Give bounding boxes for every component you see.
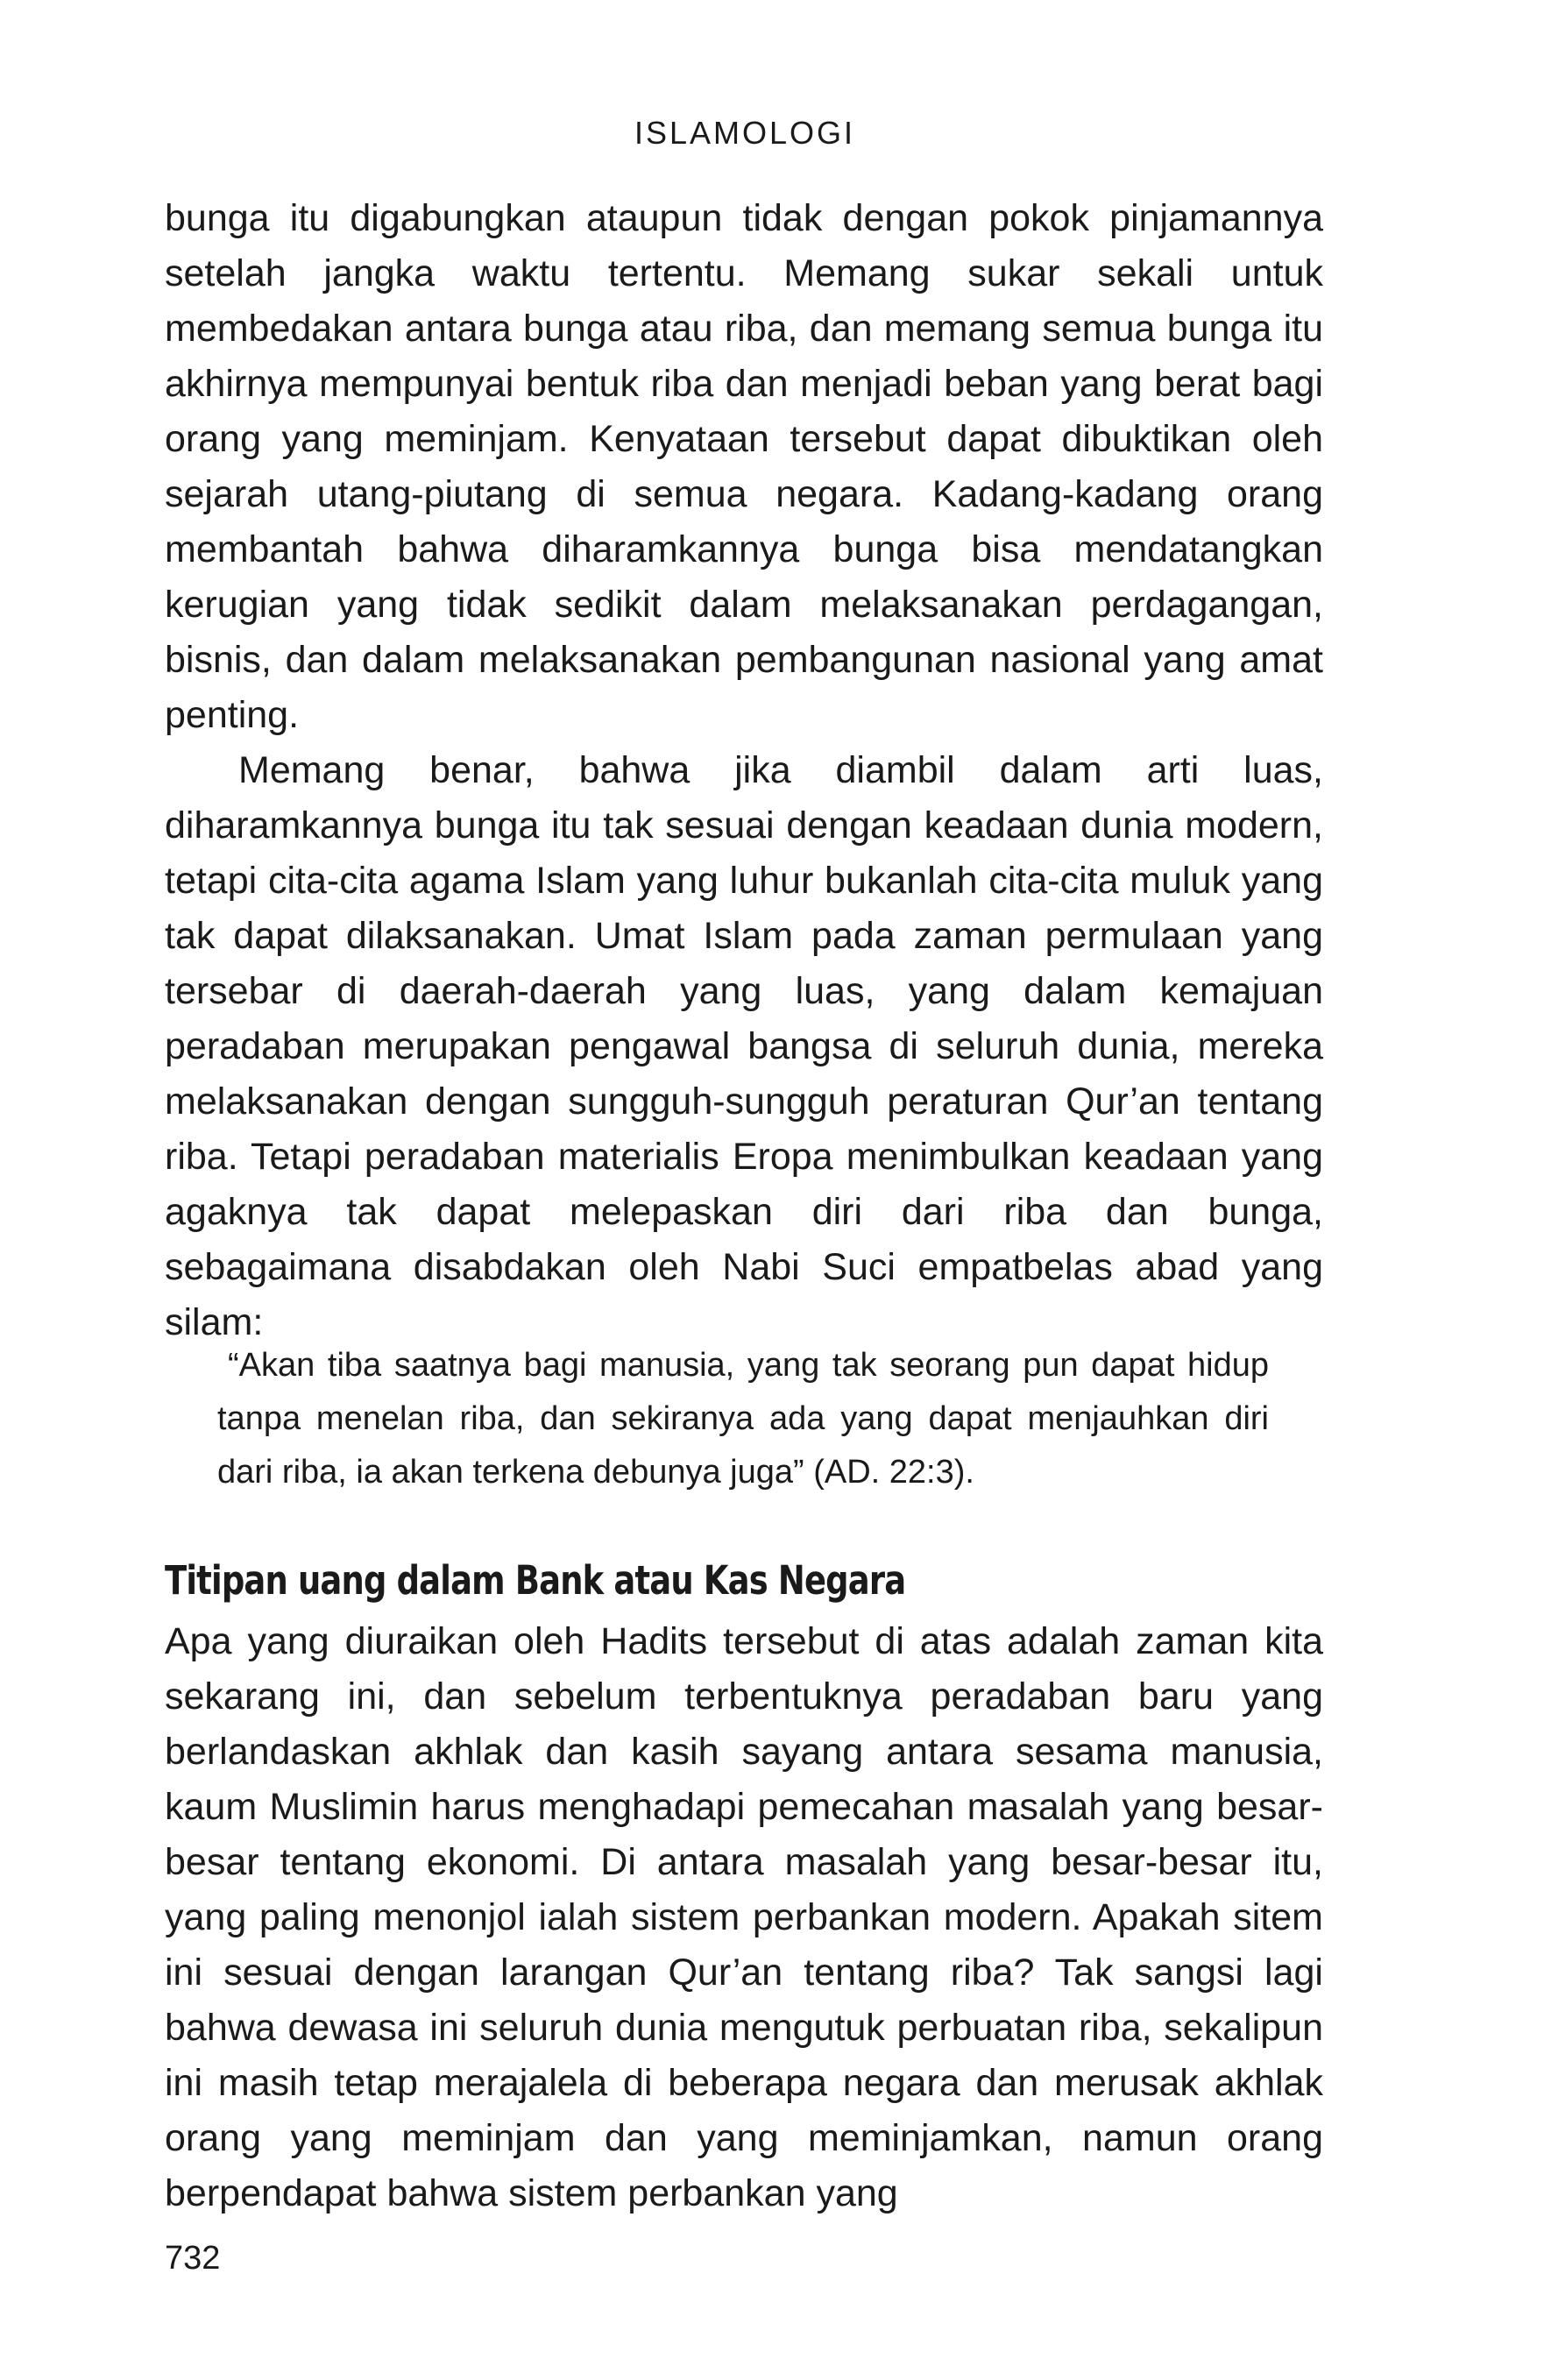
page-number: 732 [165, 2240, 221, 2277]
paragraph-1: bunga itu digabungkan ataupun tidak dengan pokok pinjamannya setelah jangka waktu tertentu. Memang sukar sekali untuk membedakan antara bunga atau riba, dan memang semua bunga itu akhirnya mempunyai bentuk riba dan menjadi beban yang berat bagi orang yang meminjam. Kenyataan tersebut dapat dibuktikan oleh sejarah utang-piutang di semua negara. Kadang-kadang orang membantah bahwa diharamkannya bunga bisa mendatangkan kerugian yang tidak sedikit dalam melaksanakan perdagangan, bisnis, dan dalam melaksanakan pembangunan nasional yang amat penting. [165, 197, 1323, 736]
body-text-top [165, 191, 1323, 1350]
running-header: ISLAMOLOGI [634, 115, 856, 151]
hadith-quote: “Akan tiba saatnya bagi manusia, yang tak seorang pun dapat hidup tanpa menelan riba, dan sekiranya ada yang dapat menjauhkan diri dari riba, ia akan terkena debunya juga” (AD. 22:3). [217, 1347, 1269, 1491]
paragraph-2: Memang benar, bahwa jika diambil dalam arti luas, diharamkannya bunga itu tak sesuai dengan keadaan dunia modern, tetapi cita-cita agama Islam yang luhur bukanlah cita-cita muluk yang tak dapat dilaksanakan. Umat Islam pada zaman permulaan yang tersebar di daerah-daerah yang luas, yang dalam kemajuan peradaban merupakan pengawal bangsa di seluruh dunia, mereka melaksanakan dengan sungguh-sungguh peraturan Qur’an tentang riba. Tetapi peradaban materialis Eropa menimbulkan keadaan yang agaknya tak dapat melepaskan diri dari riba dan bunga, sebagaimana disabdakan oleh Nabi Suci empatbelas abad yang silam: [165, 749, 1323, 1343]
body-text-bottom [165, 1614, 1323, 2221]
section-heading: Titipan uang dalam Bank atau Kas Negara [165, 1557, 906, 1604]
paragraph-3: Apa yang diuraikan oleh Hadits tersebut di atas adalah zaman kita sekarang ini, dan sebelum terbentuknya peradaban baru yang berlandaskan akhlak dan kasih sayang antara sesama manusia, kaum Muslimin harus menghadapi pemecahan masalah yang besar-besar tentang ekonomi. Di antara masalah yang besar-besar itu, yang paling menonjol ialah sistem perbankan modern. Apakah sitem ini sesuai dengan larangan Qur’an tentang riba? Tak sangsi lagi bahwa dewasa ini seluruh dunia mengutuk perbuatan riba, sekalipun ini masih tetap merajalela di beberapa negara dan merusak akhlak orang yang meminjam dan yang meminjamkan, namun orang berpendapat bahwa sistem perbankan yang [165, 1620, 1323, 2214]
